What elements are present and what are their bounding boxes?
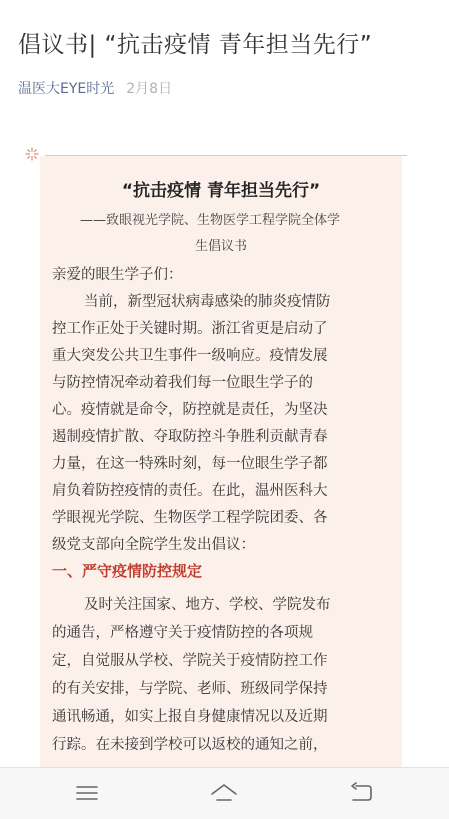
system-navigation-bar bbox=[0, 767, 449, 819]
paragraph-line: 肩负着防控疫情的责任。在此，温州医科大 bbox=[52, 483, 328, 499]
paragraph-line: 力量，在这一特殊时刻，每一位眼生学子都 bbox=[52, 456, 328, 472]
sparkle-icon bbox=[25, 147, 39, 161]
paragraph-line: 定，自觉服从学校、学院关于疫情防控工作 bbox=[52, 653, 328, 669]
account-name-link[interactable]: 温医大EYE时光 bbox=[18, 81, 115, 97]
salutation: 亲爱的眼生学子们： bbox=[52, 267, 183, 283]
paragraph-line: 级党支部向全院学生发出倡议： bbox=[52, 537, 255, 553]
paragraph-line: 通讯畅通，如实上报自身健康情况以及近期 bbox=[52, 709, 328, 725]
article-meta bbox=[18, 78, 172, 98]
article-subtitle-line2: 生倡议书 bbox=[194, 239, 247, 254]
article-page-title: 倡议书| “抗击疫情 青年担当先行” bbox=[18, 32, 373, 58]
paragraph-line: 学眼视光学院、生物医学工程学院团委、各 bbox=[52, 510, 328, 526]
paragraph-line: 的有关安排，与学院、老师、班级同学保持 bbox=[52, 681, 328, 697]
publish-date: 2月8日 bbox=[126, 81, 173, 97]
paragraph-line: 重大突发公共卫生事件一级响应。疫情发展 bbox=[52, 348, 328, 364]
paragraph-line: 与防控情况牵动着我们每一位眼生学子的 bbox=[52, 375, 313, 391]
home-icon[interactable] bbox=[209, 780, 239, 806]
article-subtitle-line1: ——致眼视光学院、生物医学工程学院全体学 bbox=[80, 213, 341, 228]
paragraph-line: 遏制疫情扩散、夺取防控斗争胜利贡献青春 bbox=[52, 429, 328, 445]
paragraph-line: 当前，新型冠状病毒感染的肺炎疫情防 bbox=[84, 294, 331, 310]
paragraph-line: 心。疫情就是命令，防控就是责任，为坚决 bbox=[52, 402, 328, 418]
back-icon[interactable] bbox=[346, 780, 376, 806]
paragraph-line: 行踪。在未接到学校可以返校的通知之前， bbox=[52, 737, 328, 753]
paragraph-line: 及时关注国家、地方、学校、学院发布 bbox=[84, 597, 331, 613]
section-heading: 一、严守疫情防控规定 bbox=[52, 562, 203, 580]
menu-icon[interactable] bbox=[72, 780, 102, 806]
article-body[interactable] bbox=[40, 156, 402, 767]
paragraph-line: 的通告，严格遵守关于疫情防控的各项规 bbox=[52, 625, 313, 641]
paragraph-line: 控工作正处于关键时期。浙江省更是启动了 bbox=[52, 321, 328, 337]
article-heading: “抗击疫情 青年担当先行” bbox=[121, 181, 321, 201]
